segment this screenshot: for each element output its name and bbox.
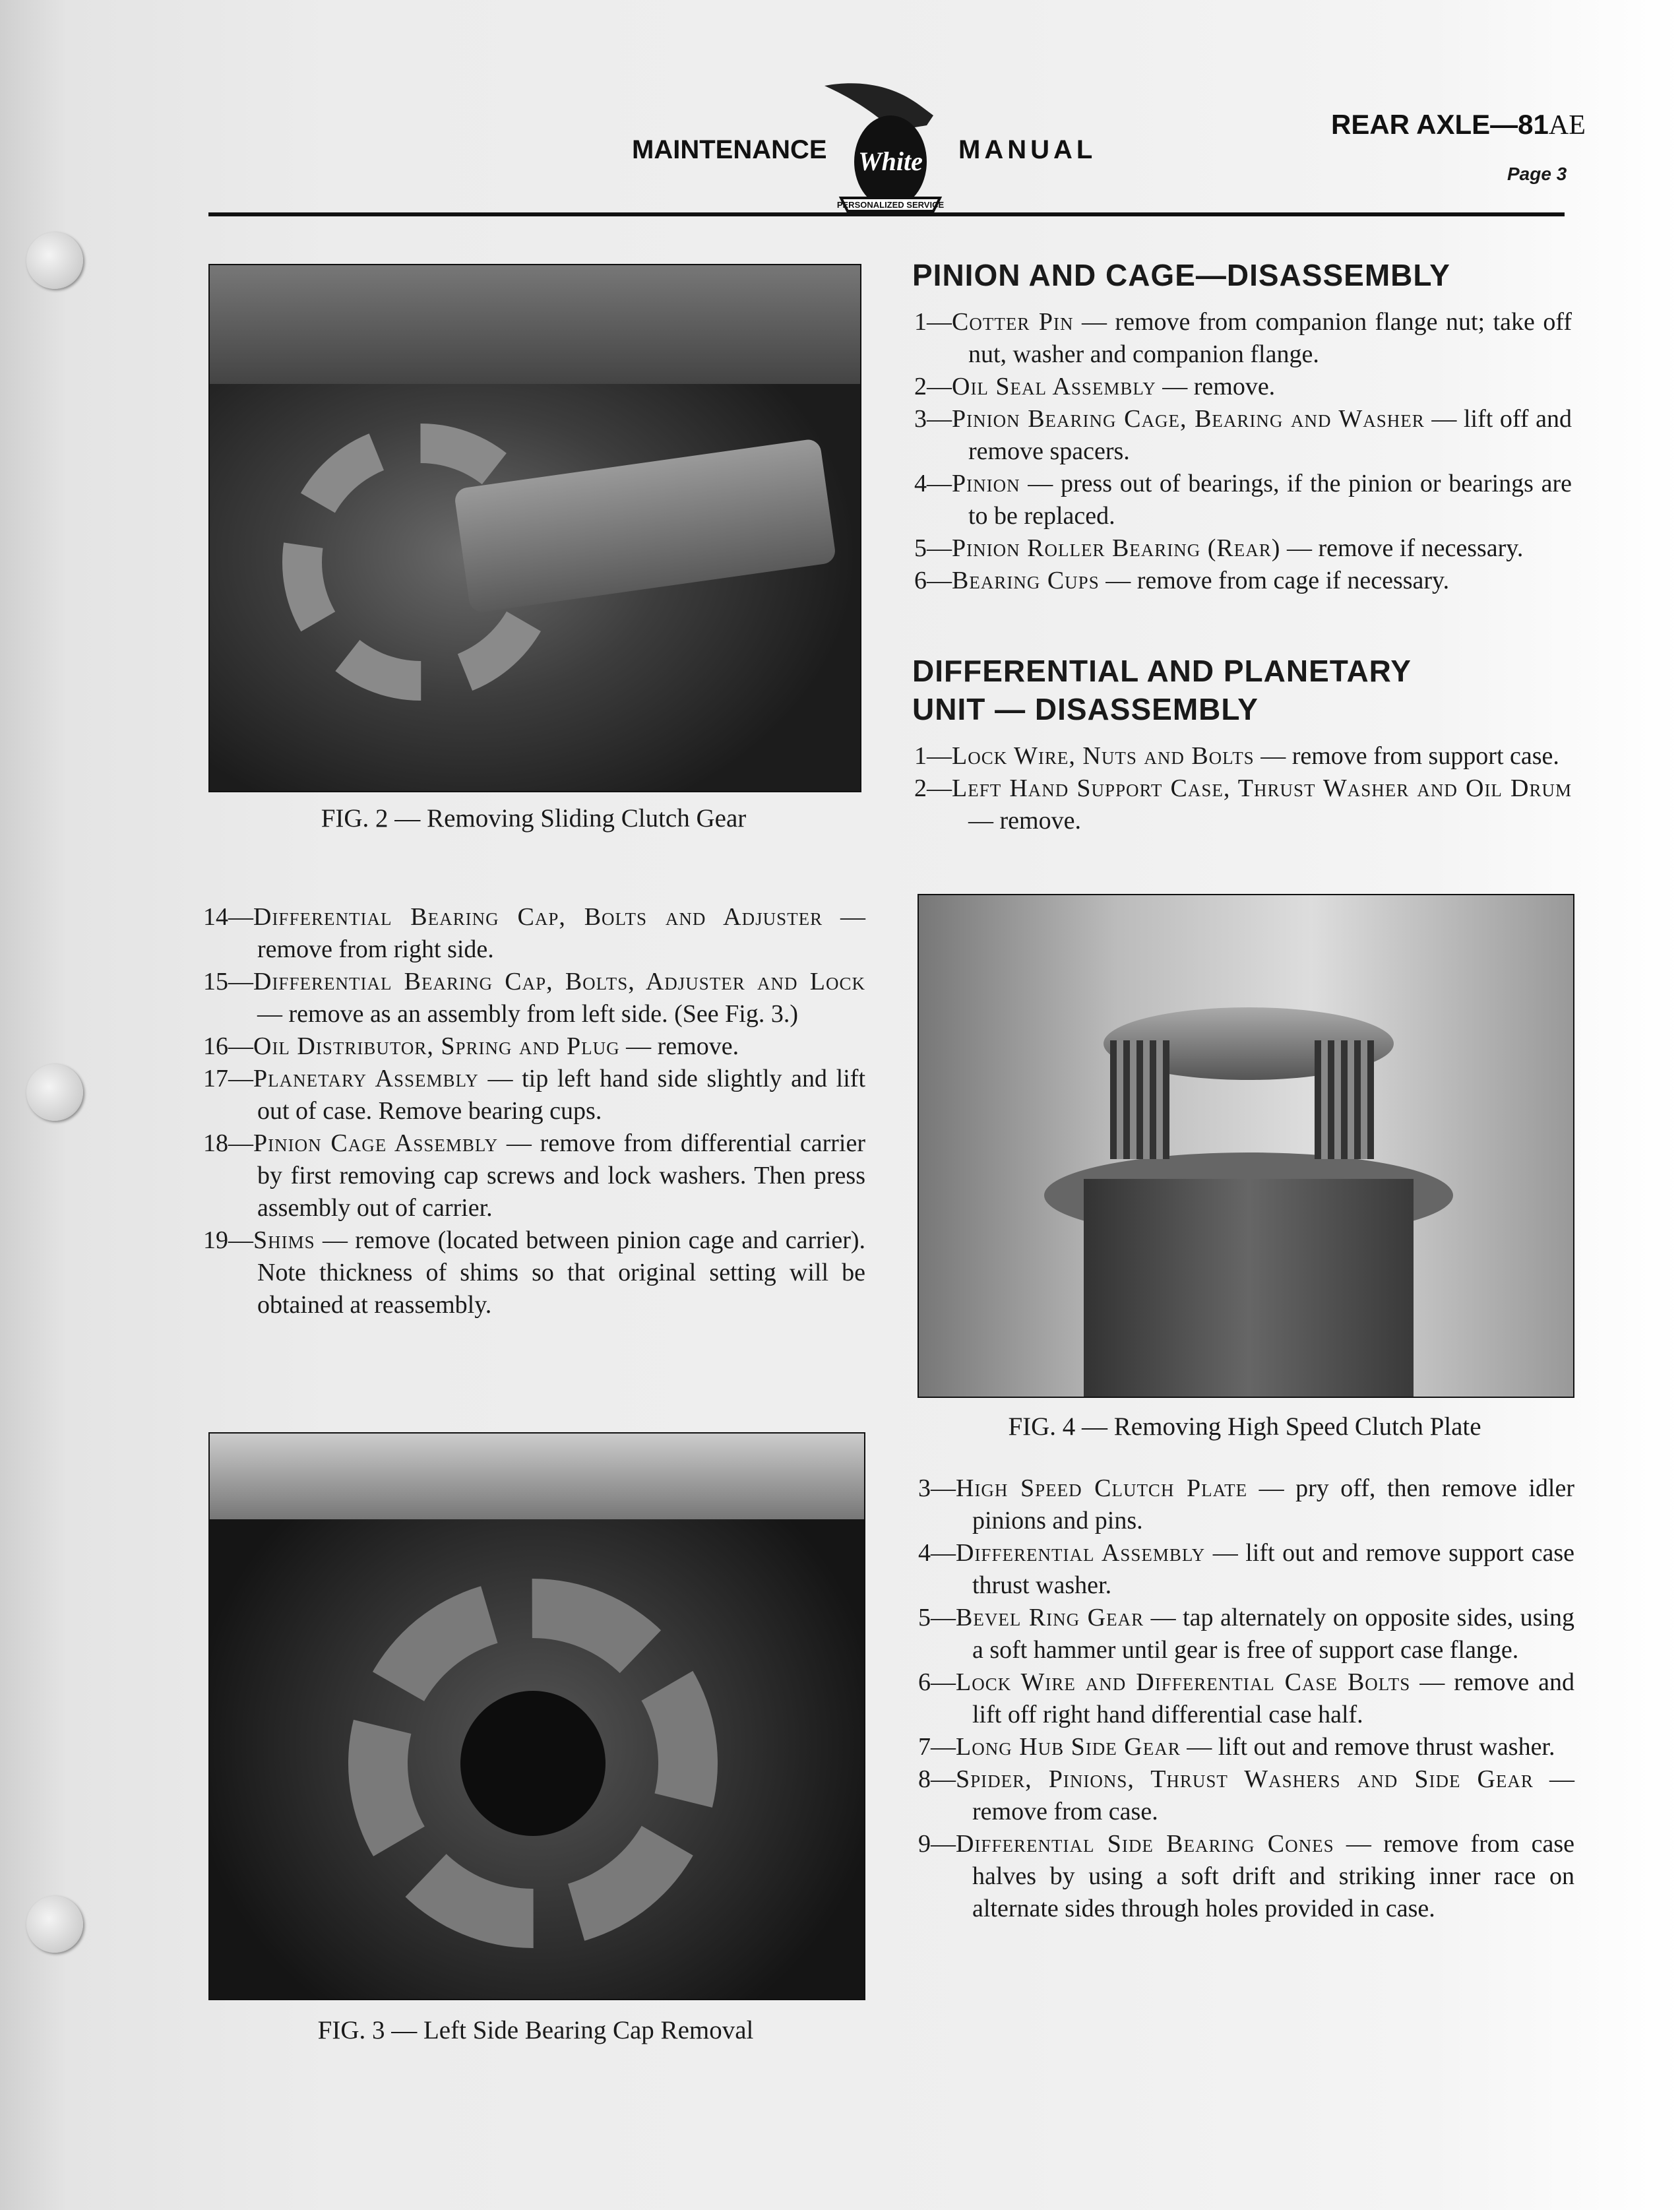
section-title-main: REAR AXLE—81 — [1331, 109, 1549, 140]
white-logo — [821, 79, 960, 214]
figure-4-caption: FIG. 4 — Removing High Speed Clutch Plate — [1008, 1412, 1481, 1441]
list-item: 3—Pinion Bearing Cage, Bearing and Washer — lift off and remove spacers. — [914, 405, 1572, 465]
list-item: 15—Differential Bearing Cap, Bolts, Adjuster and Lock — remove as an assembly from left side. (See Fig. 3.) — [203, 968, 865, 1028]
list-item: 2—Oil Seal Assembly — remove. — [914, 373, 1276, 400]
svg-text:PERSONALIZED SERVICE: PERSONALIZED SERVICE — [836, 200, 945, 210]
header-maintenance: MAINTENANCE — [632, 135, 827, 164]
eagle-logo-icon — [821, 79, 960, 214]
differential-steps-list-continued — [918, 1472, 1574, 1925]
figure-3-photo — [208, 1432, 865, 2000]
list-item: 5—Bevel Ring Gear — tap alternately on opposite sides, using a soft hammer until gear is free of support case flange. — [918, 1604, 1574, 1664]
section-heading-line2: UNIT — DISASSEMBLY — [912, 692, 1259, 726]
list-item: 8—Spider, Pinions, Thrust Washers and Side Gear — remove from case. — [918, 1765, 1574, 1825]
list-item: 4—Differential Assembly — lift out and remove support case thrust washer. — [918, 1539, 1574, 1599]
svg-text:White: White — [858, 146, 923, 176]
section-title — [1331, 109, 1586, 141]
figure-2-photo — [208, 264, 861, 792]
figure-2-caption: FIG. 2 — Removing Sliding Clutch Gear — [321, 804, 747, 833]
list-item: 4—Pinion — press out of bearings, if the pinion or bearings are to be replaced. — [914, 470, 1572, 530]
list-item: 9—Differential Side Bearing Cones — remove from case halves by using a soft drift and striking inner race on alternate sides through holes provided in case. — [918, 1830, 1574, 1922]
list-item: 16—Oil Distributor, Spring and Plug — remove. — [203, 1032, 739, 1060]
page-number: Page 3 — [1507, 164, 1567, 184]
list-item: 19—Shims — remove (located between pinion cage and carrier). Note thickness of shims so that original setting will be obtained at reassembly. — [203, 1226, 865, 1319]
section-heading-line1: DIFFERENTIAL AND PLANETARY — [912, 654, 1412, 688]
list-item: 1—Lock Wire, Nuts and Bolts — remove from support case. — [914, 742, 1559, 770]
list-item: 6—Bearing Cups — remove from cage if necessary. — [914, 567, 1450, 594]
list-item: 17—Planetary Assembly — tip left hand side slightly and lift out of case. Remove bearing cups. — [203, 1065, 866, 1125]
header-manual: MANUAL — [958, 135, 1097, 164]
pinion-cage-steps-list — [914, 306, 1572, 597]
figure-3-caption: FIG. 3 — Left Side Bearing Cap Removal — [317, 2016, 754, 2044]
list-item: 6—Lock Wire and Differential Case Bolts — remove and lift off right hand differential case half. — [918, 1668, 1575, 1728]
section-heading-differential — [912, 652, 1412, 728]
list-item: 14—Differential Bearing Cap, Bolts and Adjuster — remove from right side. — [203, 903, 865, 963]
punch-hole — [26, 1896, 83, 1953]
list-item: 2—Left Hand Support Case, Thrust Washer and Oil Drum — remove. — [914, 774, 1572, 835]
punch-hole — [26, 1064, 83, 1121]
header-rule — [208, 212, 1565, 216]
differential-steps-list — [914, 740, 1572, 837]
list-item: 18—Pinion Cage Assembly — remove from differential carrier by first removing cap screws and lock washers. Then press assembly out of carrier. — [203, 1129, 865, 1222]
punch-hole — [26, 232, 83, 289]
list-item: 7—Long Hub Side Gear — lift out and remove thrust washer. — [918, 1733, 1555, 1761]
list-item: 5—Pinion Roller Bearing (Rear) — remove if necessary. — [914, 534, 1524, 562]
section-heading-pinion-cage: PINION AND CAGE—DISASSEMBLY — [912, 258, 1450, 292]
section-title-suffix: AE — [1548, 110, 1586, 141]
list-item: 3—High Speed Clutch Plate — pry off, then remove idler pinions and pins. — [918, 1474, 1574, 1534]
left-steps-list — [203, 901, 865, 1321]
list-item: 1—Cotter Pin — remove from companion flange nut; take off nut, washer and companion flange. — [914, 308, 1572, 368]
figure-4-photo — [918, 894, 1574, 1398]
